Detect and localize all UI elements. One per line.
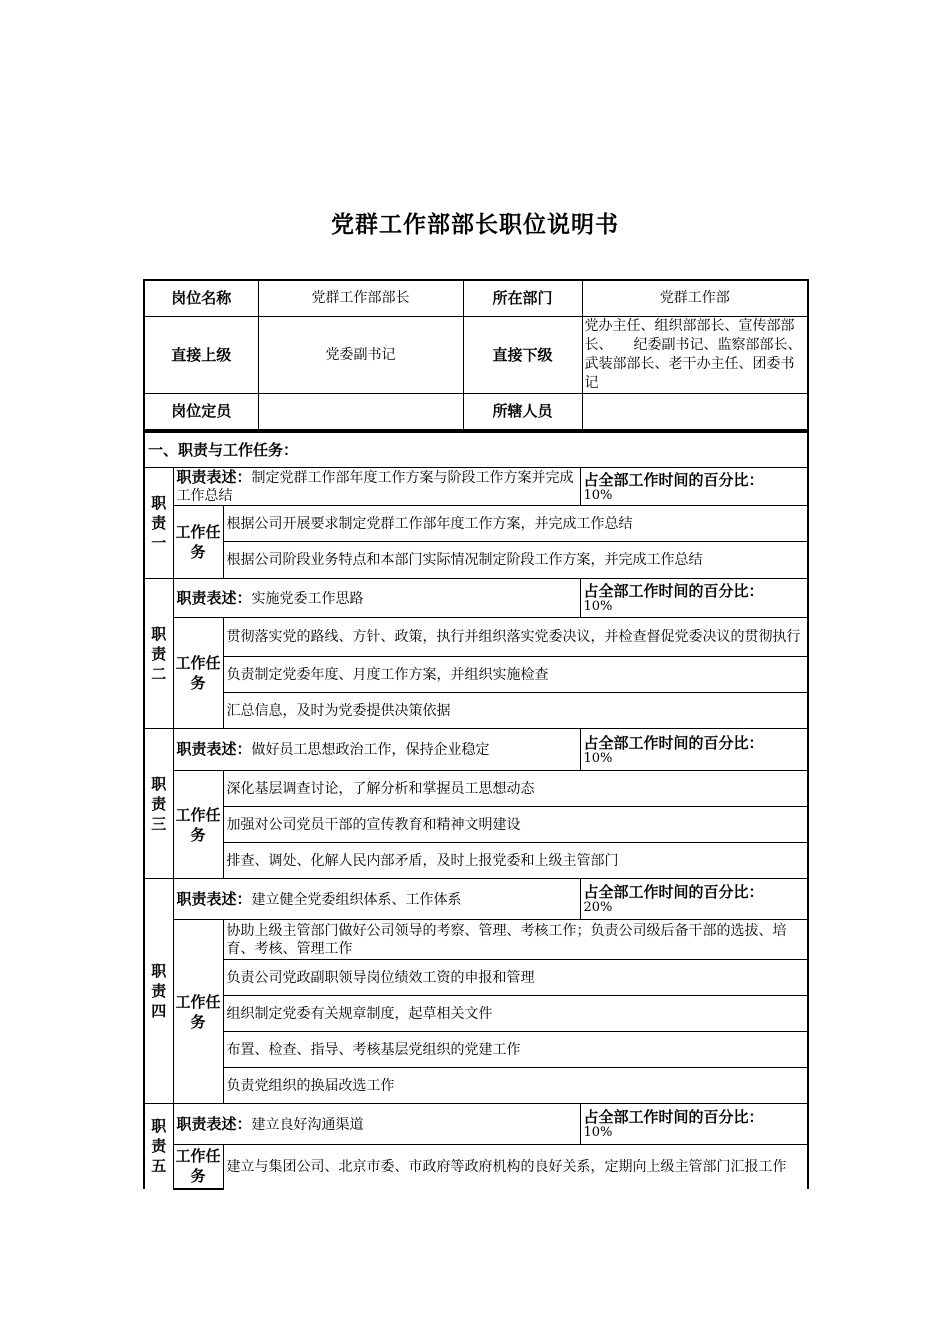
department-label: 所在部门 [463, 280, 582, 316]
quota-label: 岗位定员 [144, 393, 258, 430]
duty-description: 职责表述：制定党群工作部年度工作方案与阶段工作方案并完成工作总结 [173, 468, 580, 506]
time-percentage: 占全部工作时间的百分比： 20% [580, 879, 808, 920]
basic-info-table [143, 279, 809, 431]
task-item: 排查、调处、化解人民内部矛盾，及时上报党委和上级主管部门 [223, 843, 808, 879]
task-item: 负责公司党政副职领导岗位绩效工资的申报和管理 [223, 960, 808, 996]
position-name-label: 岗位名称 [144, 280, 258, 316]
task-item: 根据公司开展要求制定党群工作部年度工作方案，并完成工作总结 [223, 506, 808, 542]
task-label: 工作任务 [173, 618, 223, 729]
direct-superior-label: 直接上级 [144, 316, 258, 393]
direct-subordinate-label: 直接下级 [463, 316, 582, 393]
duty-description: 职责表述：做好员工思想政治工作，保持企业稳定 [173, 729, 580, 771]
task-item: 协助上级主管部门做好公司领导的考察、管理、考核工作；负责公司级后备干部的选拔、培育、考核、管理工作 [223, 920, 808, 960]
task-item: 组织制定党委有关规章制度，起草相关文件 [223, 996, 808, 1032]
page-title: 党群工作部部长职位说明书 [331, 212, 619, 238]
duty-description: 职责表述：实施党委工作思路 [173, 579, 580, 618]
task-label: 工作任务 [173, 771, 223, 879]
duty-label: 职责一 [144, 468, 173, 579]
department-value: 党群工作部 [582, 280, 808, 316]
task-item: 加强对公司党员干部的宣传教育和精神文明建设 [223, 807, 808, 843]
task-item: 根据公司阶段业务特点和本部门实际情况制定阶段工作方案，并完成工作总结 [223, 542, 808, 579]
position-name-value: 党群工作部部长 [258, 280, 463, 316]
task-item: 建立与集团公司、北京市委、市政府等政府机构的良好关系，定期向上级主管部门汇报工作 [223, 1145, 808, 1189]
task-item: 汇总信息，及时为党委提供决策依据 [223, 693, 808, 729]
task-item: 深化基层调查讨论，了解分析和掌握员工思想动态 [223, 771, 808, 807]
direct-subordinate-value: 党办主任、组织部部长、宣传部部长、 纪委副书记、监察部部长、武装部部长、老干办主任、团委书记 [582, 316, 808, 393]
time-percentage: 占全部工作时间的百分比： 10% [580, 468, 808, 506]
duty-description: 职责表述：建立良好沟通渠道 [173, 1104, 580, 1145]
section-heading: 一、职责与工作任务： [144, 432, 808, 468]
time-percentage: 占全部工作时间的百分比： 10% [580, 729, 808, 771]
task-item: 负责党组织的换届改选工作 [223, 1068, 808, 1104]
quota-value [258, 393, 463, 430]
task-label: 工作任务 [173, 920, 223, 1104]
direct-superior-value: 党委副书记 [258, 316, 463, 393]
duty-label: 职责三 [144, 729, 173, 879]
task-label: 工作任务 [173, 506, 223, 579]
staff-label: 所辖人员 [463, 393, 582, 430]
duty-label: 职责二 [144, 579, 173, 729]
duty-description: 职责表述：建立健全党委组织体系、工作体系 [173, 879, 580, 920]
duty-label: 职责五 [144, 1104, 173, 1189]
duty-label: 职责四 [144, 879, 173, 1104]
task-item: 负责制定党委年度、月度工作方案，并组织实施检查 [223, 657, 808, 693]
duties-table [143, 431, 809, 1190]
task-item: 贯彻落实党的路线、方针、政策，执行并组织落实党委决议，并检查督促党委决议的贯彻执行 [223, 618, 808, 657]
staff-value [582, 393, 808, 430]
task-item: 布置、检查、指导、考核基层党组织的党建工作 [223, 1032, 808, 1068]
job-description-sheet [143, 279, 807, 1190]
time-percentage: 占全部工作时间的百分比： 10% [580, 579, 808, 618]
time-percentage: 占全部工作时间的百分比： 10% [580, 1104, 808, 1145]
task-label: 工作任务 [173, 1145, 223, 1189]
